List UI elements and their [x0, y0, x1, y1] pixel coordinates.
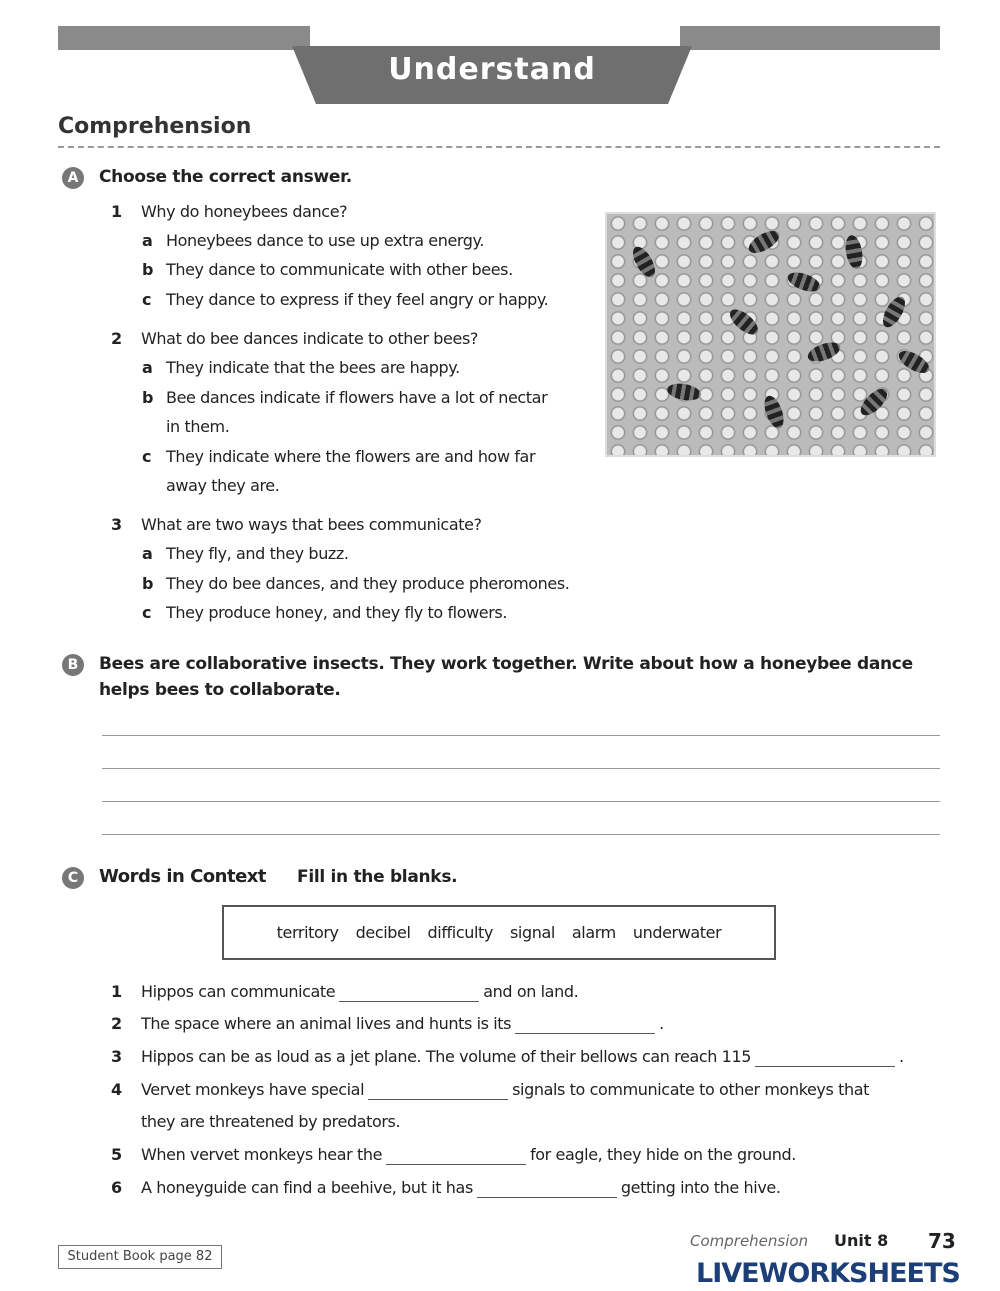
item-text-after: .	[899, 1047, 904, 1066]
option-text[interactable]: Honeybees dance to use up extra energy.	[166, 231, 485, 250]
option-text[interactable]: away they are.	[166, 476, 280, 495]
option-letter[interactable]: c	[142, 603, 152, 622]
question-number: 3	[111, 515, 122, 534]
option-text[interactable]: in them.	[166, 417, 230, 436]
item-row	[141, 1013, 664, 1035]
option-letter[interactable]: c	[142, 290, 152, 309]
honeycomb-bees-photo	[605, 212, 936, 457]
banner-right	[680, 26, 940, 50]
word-bank-item: decibel	[355, 923, 411, 942]
question-text: What are two ways that bees communicate?	[141, 515, 482, 534]
badge-b: B	[62, 654, 84, 676]
option-text[interactable]: Bee dances indicate if flowers have a lot of nectar	[166, 388, 548, 407]
blank-input[interactable]	[386, 1144, 526, 1165]
option-text[interactable]: They do bee dances, and they produce pheromones.	[166, 574, 570, 593]
item-row	[141, 1079, 869, 1101]
section-c-title: Words in Context	[99, 866, 266, 887]
writing-line[interactable]	[102, 768, 940, 769]
word-bank	[222, 905, 776, 960]
option-letter[interactable]: a	[142, 358, 153, 377]
divider	[58, 146, 940, 148]
item-text-before: A honeyguide can find a beehive, but it has	[141, 1178, 473, 1197]
item-number: 5	[111, 1145, 122, 1164]
word-bank-item: difficulty	[427, 923, 493, 942]
section-title: Comprehension	[58, 114, 252, 139]
question-number: 1	[111, 202, 122, 221]
student-book-ref: Student Book page 82	[58, 1245, 222, 1269]
footer-unit: Unit 8	[834, 1231, 889, 1250]
blank-input[interactable]	[515, 1013, 655, 1034]
item-text-before: The space where an animal lives and hunts is its	[141, 1014, 512, 1033]
word-bank-item: alarm	[571, 923, 616, 942]
item-text-before: Hippos can communicate	[141, 982, 336, 1001]
option-text[interactable]: They dance to express if they feel angry or happy.	[166, 290, 549, 309]
footer-section: Comprehension	[690, 1232, 809, 1250]
option-letter[interactable]: c	[142, 447, 152, 466]
section-b-instruction-2: helps bees to collaborate.	[99, 680, 341, 700]
option-letter[interactable]: a	[142, 231, 153, 250]
item-text-after: .	[659, 1014, 664, 1033]
item-number: 1	[111, 982, 122, 1001]
option-letter[interactable]: b	[142, 388, 154, 407]
section-b-instruction-1: Bees are collaborative insects. They work together. Write about how a honeybee dance	[99, 654, 913, 674]
option-text[interactable]: They fly, and they buzz.	[166, 544, 349, 563]
item-text-after: signals to communicate to other monkeys that	[512, 1080, 870, 1099]
item-text-before: Hippos can be as loud as a jet plane. The volume of their bellows can reach 115	[141, 1047, 752, 1066]
item-number: 2	[111, 1014, 122, 1033]
option-text[interactable]: They dance to communicate with other bees.	[166, 260, 513, 279]
item-text-before: Vervet monkeys have special	[141, 1080, 365, 1099]
item-number: 4	[111, 1080, 122, 1099]
option-text[interactable]: They produce honey, and they fly to flowers.	[166, 603, 508, 622]
writing-line[interactable]	[102, 801, 940, 802]
section-c-instruction: Fill in the blanks.	[297, 867, 458, 887]
question-text: What do bee dances indicate to other bees?	[141, 329, 478, 348]
badge-c: C	[62, 867, 84, 889]
item-row	[141, 1144, 796, 1166]
item-text-continued: they are threatened by predators.	[141, 1112, 401, 1131]
item-row	[141, 1046, 904, 1068]
item-text-before: When vervet monkeys hear the	[141, 1145, 383, 1164]
page-number: 73	[928, 1229, 956, 1253]
badge-a: A	[62, 167, 84, 189]
item-text-after: for eagle, they hide on the ground.	[530, 1145, 796, 1164]
section-a-instruction: Choose the correct answer.	[99, 167, 352, 187]
banner-left	[58, 26, 310, 50]
item-text-after: and on land.	[483, 982, 579, 1001]
option-letter[interactable]: b	[142, 574, 154, 593]
item-number: 3	[111, 1047, 122, 1066]
blank-input[interactable]	[339, 981, 479, 1002]
banner-title: Understand	[388, 52, 596, 87]
writing-line[interactable]	[102, 735, 940, 736]
option-letter[interactable]: a	[142, 544, 153, 563]
item-text-after: getting into the hive.	[620, 1178, 781, 1197]
liveworksheets-logo: LIVEWORKSHEETS	[696, 1258, 960, 1289]
blank-input[interactable]	[477, 1177, 617, 1198]
word-bank-item: underwater	[632, 923, 722, 942]
item-row	[141, 981, 578, 1003]
blank-input[interactable]	[755, 1046, 895, 1067]
writing-line[interactable]	[102, 834, 940, 835]
blank-input[interactable]	[368, 1079, 508, 1100]
question-number: 2	[111, 329, 122, 348]
word-bank-item: signal	[509, 923, 555, 942]
question-text: Why do honeybees dance?	[141, 202, 348, 221]
word-bank-item: territory	[276, 923, 339, 942]
item-number: 6	[111, 1178, 122, 1197]
item-row	[141, 1177, 781, 1199]
option-letter[interactable]: b	[142, 260, 154, 279]
option-text[interactable]: They indicate that the bees are happy.	[166, 358, 460, 377]
option-text[interactable]: They indicate where the flowers are and how far	[166, 447, 536, 466]
